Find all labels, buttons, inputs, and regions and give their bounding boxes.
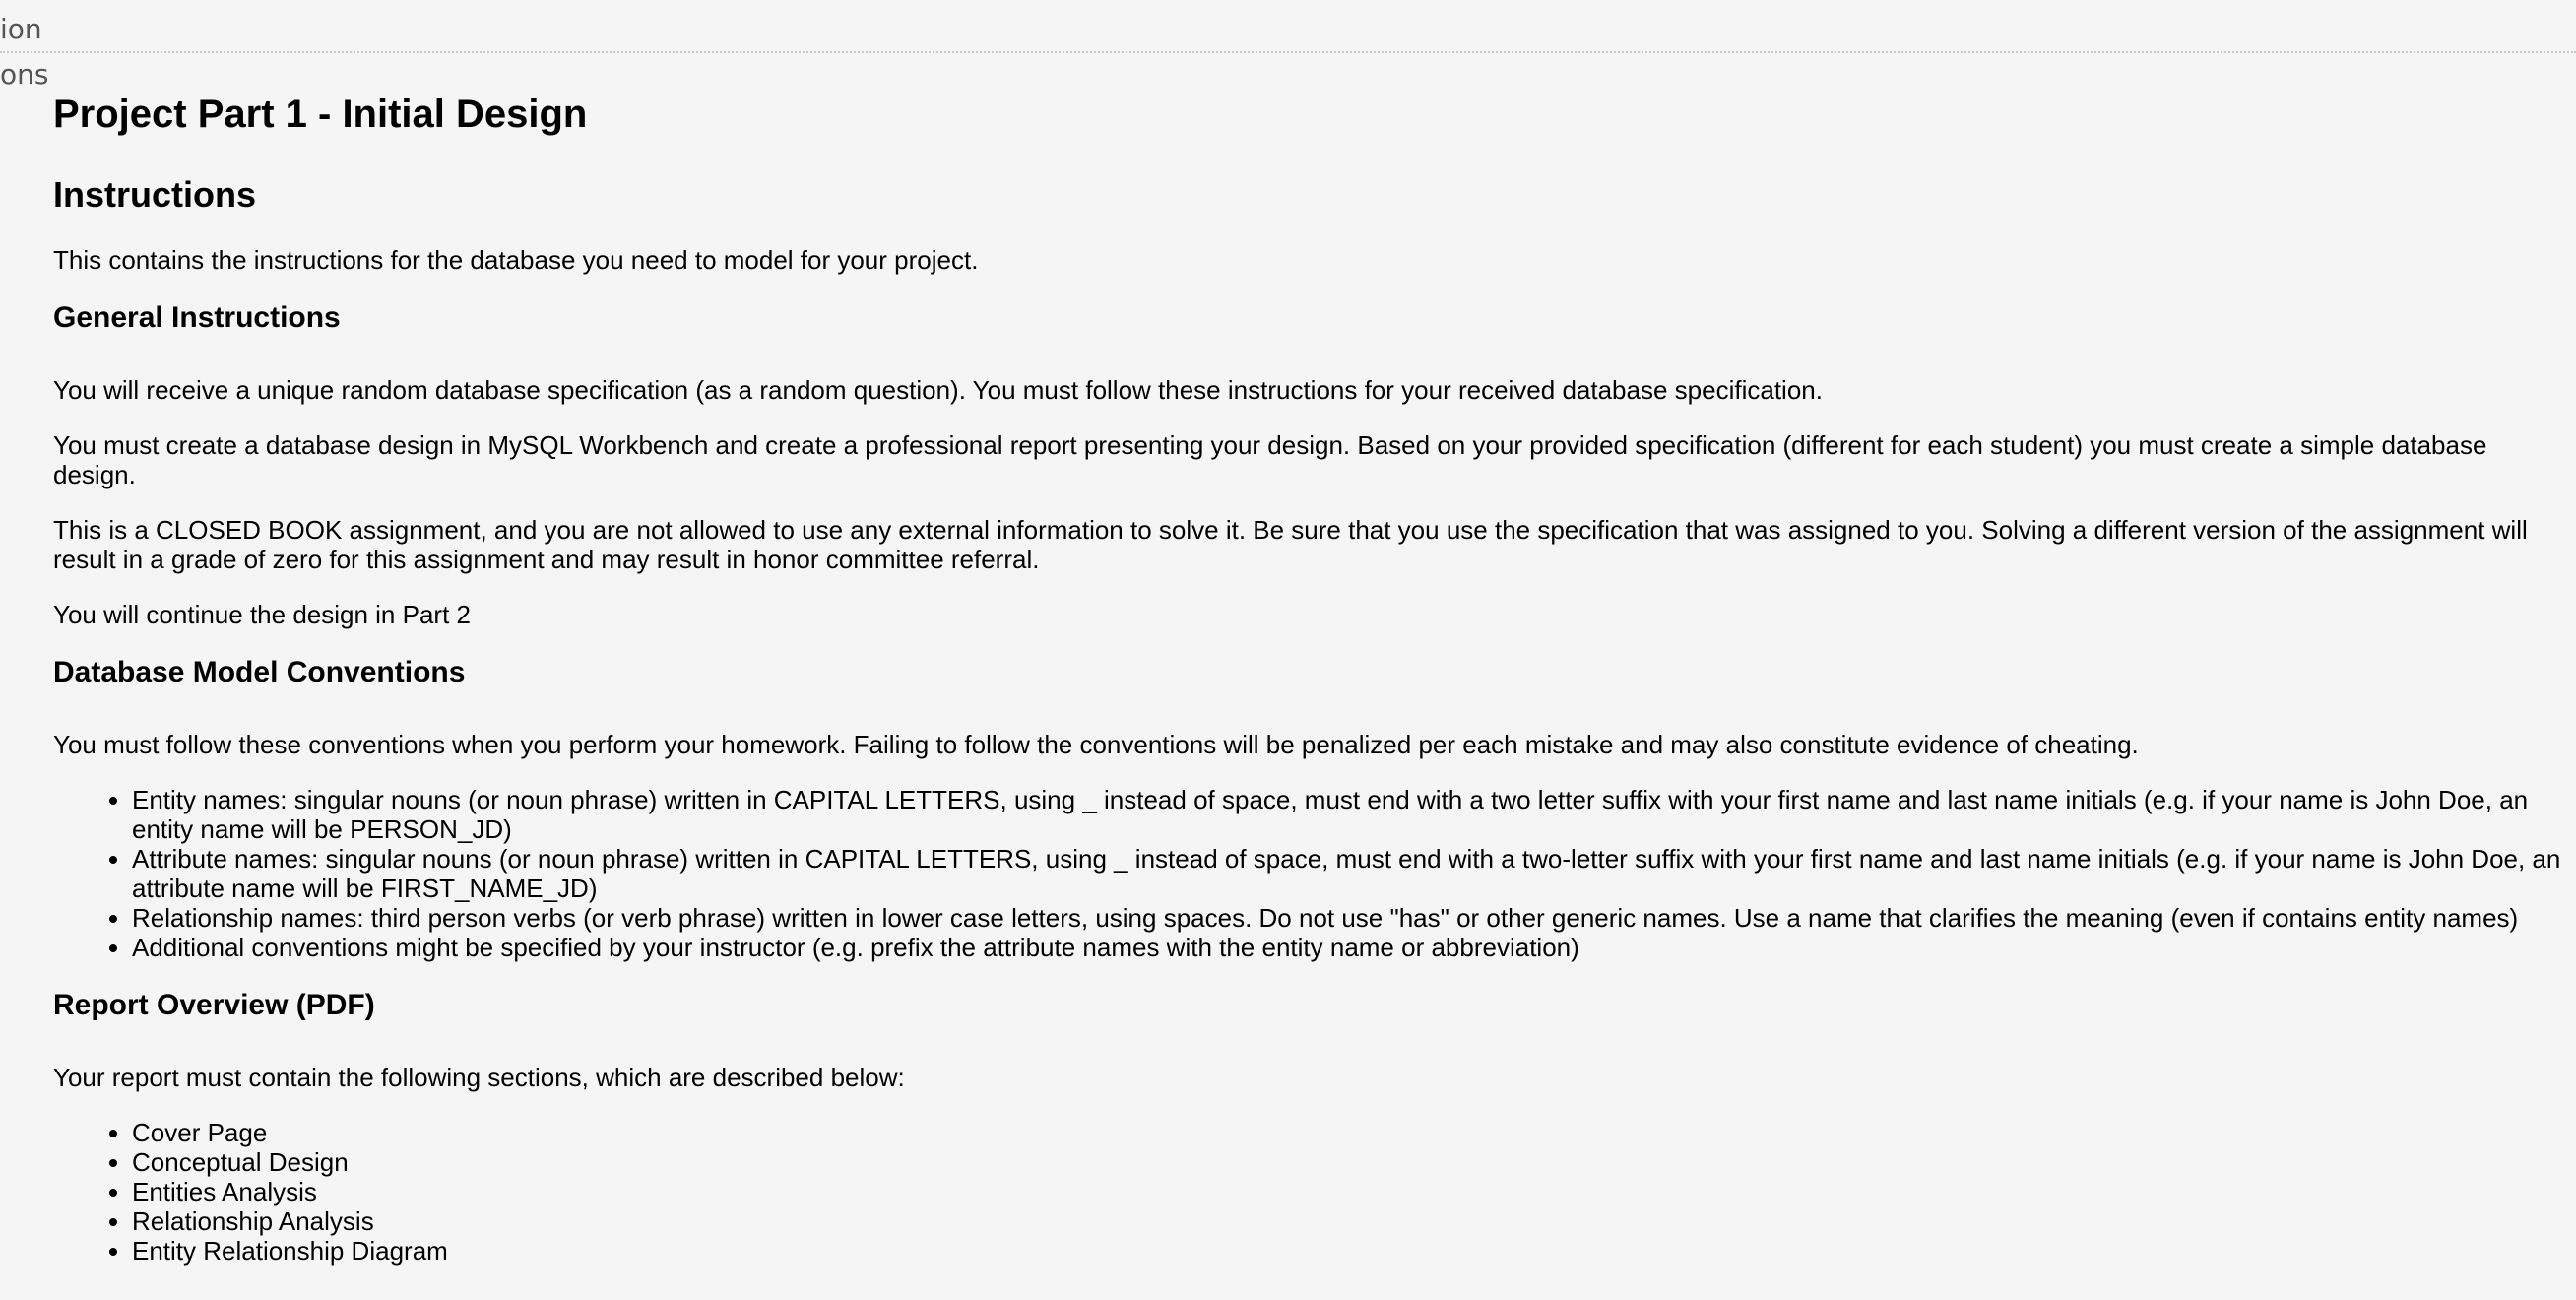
general-paragraph: You will continue the design in Part 2 <box>53 600 471 630</box>
intro-text: This contains the instructions for the database you need to model for your project. <box>53 245 979 276</box>
list-item: • Additional conventions might be specified by your instructor (e.g. prefix the attribute names with the entity name or abbreviation) <box>132 933 2564 962</box>
sidebar-nav-fragment[interactable]: ion <box>0 13 42 45</box>
conventions-intro: You must follow these conventions when you perform your homework. Failing to follow the conventions will be penalized per each mistake and may also constitute evidence of cheating. <box>53 730 2139 760</box>
list-item: • Attribute names: singular nouns (or noun phrase) written in CAPITAL LETTERS, using _ instead of space, must end with a two-letter suffix with your first name and last name initials (e.g. if your name is John Doe, an attribute name will be FIRST_NAME_JD) <box>132 844 2564 903</box>
report-overview-heading: Report Overview (PDF) <box>53 989 375 1022</box>
report-sections-list <box>53 1118 2564 1266</box>
list-item: • Relationship Analysis <box>132 1206 2564 1236</box>
list-item: • Relationship names: third person verbs (or verb phrase) written in lower case letters, using spaces. Do not use "has" or other generic names. Use a name that clarifies the meaning (even if contains entity names) <box>132 903 2564 933</box>
report-intro: Your report must contain the following sections, which are described below: <box>53 1063 905 1093</box>
conventions-list <box>53 785 2564 962</box>
general-paragraph: You must create a database design in MySQL Workbench and create a professional report presenting your design. Based on your provided specification (different for each student) you must create a simple database design. <box>53 430 2487 490</box>
list-item: • Cover Page <box>132 1118 2564 1147</box>
general-paragraph: This is a CLOSED BOOK assignment, and you are not allowed to use any external information to solve it. Be sure that you use the specification that was assigned to you. Solving a different version of the assignment will result in a grade of zero for this assignment and may result in honor committee referral. <box>53 515 2528 575</box>
list-item: • Entity Relationship Diagram <box>132 1236 2564 1266</box>
sidebar-nav-fragment[interactable]: ons <box>0 58 49 91</box>
conventions-heading: Database Model Conventions <box>53 656 466 689</box>
list-item: • Entities Analysis <box>132 1177 2564 1206</box>
list-item: • Conceptual Design <box>132 1147 2564 1177</box>
page-title: Project Part 1 - Initial Design <box>53 93 588 136</box>
divider <box>0 51 2576 53</box>
general-instructions-heading: General Instructions <box>53 301 341 335</box>
list-item: • Entity names: singular nouns (or noun phrase) written in CAPITAL LETTERS, using _ instead of space, must end with a two letter suffix with your first name and last name initials (e.g. if your name is John Doe, an entity name will be PERSON_JD) <box>132 785 2564 844</box>
general-paragraph: You will receive a unique random database specification (as a random question). You must follow these instructions for your received database specification. <box>53 375 1823 406</box>
assignment-content <box>53 91 2564 1291</box>
instructions-heading: Instructions <box>53 174 257 215</box>
